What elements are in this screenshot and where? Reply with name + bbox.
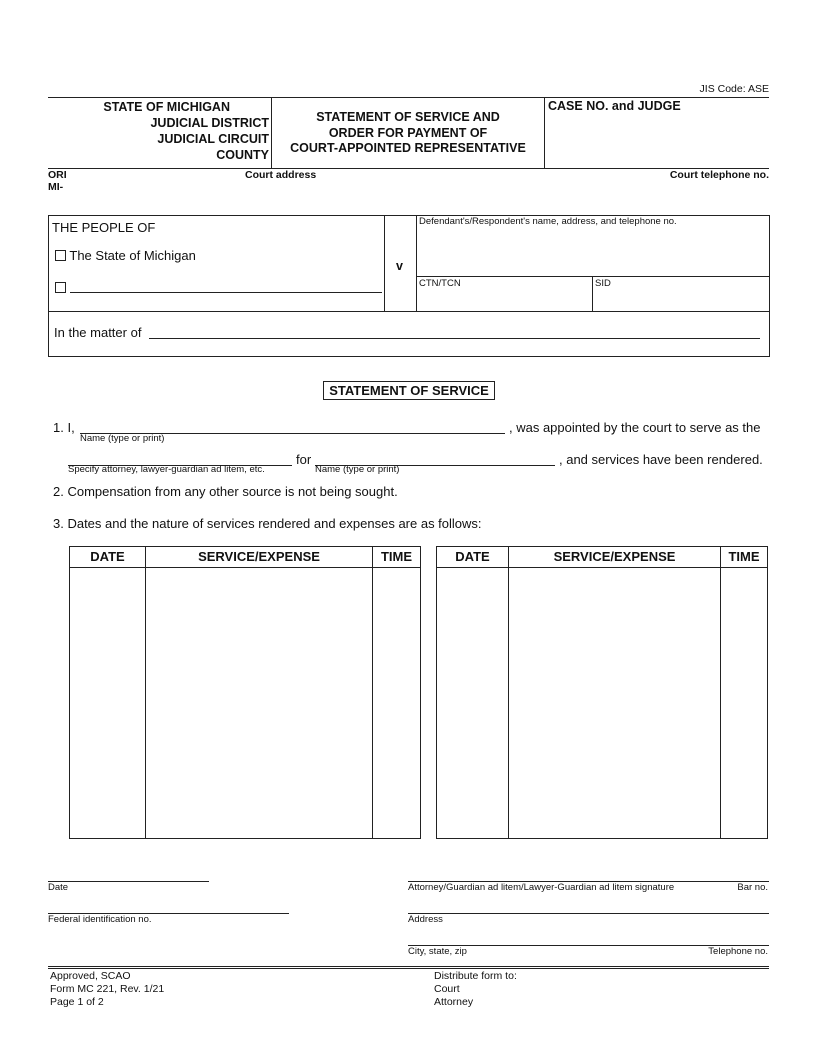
telephone-label: Telephone no. xyxy=(708,946,768,957)
header-divider-2 xyxy=(544,97,545,168)
court-jurisdiction xyxy=(48,99,269,163)
state-label: STATE OF MICHIGAN xyxy=(103,100,230,114)
form-number: Form MC 221, Rev. 1/21 xyxy=(50,983,165,995)
footer-form-info xyxy=(50,970,164,1009)
people-of-label: THE PEOPLE OF xyxy=(52,220,156,235)
item3-text: 3. Dates and the nature of services rendered and expenses are as follows: xyxy=(53,516,482,531)
title-line-2: ORDER FOR PAYMENT OF xyxy=(328,125,488,140)
table-left-time-header: TIME xyxy=(380,549,413,564)
parties-box xyxy=(48,215,770,357)
title-line-1: STATEMENT OF SERVICE AND xyxy=(316,110,500,124)
parties-middle-rule xyxy=(48,311,770,312)
item1-text: , was appointed by the court to serve as the xyxy=(509,420,761,435)
footer-rule-1 xyxy=(48,966,769,967)
address-label: Address xyxy=(408,914,443,925)
table-left-service-header: SERVICE/EXPENSE xyxy=(198,549,320,564)
other-option[interactable] xyxy=(55,279,66,297)
page-number: Page 1 of 2 xyxy=(50,996,104,1008)
name-caption: Name (type or print) xyxy=(80,433,165,444)
defendant-label: Defendant's/Respondent's name, address, and telephone no. xyxy=(419,216,677,227)
parties-divider-2 xyxy=(416,215,417,311)
federal-id-label: Federal identification no. xyxy=(48,914,152,925)
jis-code: JIS Code: ASE xyxy=(699,83,769,95)
state-checkbox[interactable] xyxy=(55,250,66,261)
sid-label: SID xyxy=(595,278,611,289)
header-top-rule xyxy=(48,97,769,98)
ori-label: ORI xyxy=(48,169,67,181)
table-right-time-header: TIME xyxy=(728,549,760,564)
state-option[interactable] xyxy=(55,248,196,263)
date-line[interactable] xyxy=(48,881,209,882)
court-address-label: Court address xyxy=(245,169,317,181)
table-right-header-rule xyxy=(437,567,767,568)
ctn-sid-divider xyxy=(592,276,593,311)
address-line[interactable] xyxy=(408,913,769,914)
approved-label: Approved, SCAO xyxy=(50,970,131,982)
distribute-attorney: Attorney xyxy=(434,996,474,1008)
city-label: City, state, zip xyxy=(408,946,467,957)
table-left-date-header: DATE xyxy=(90,549,125,564)
date-label: Date xyxy=(48,882,69,893)
services-table-right xyxy=(436,546,768,839)
table-left-col-divider-1 xyxy=(145,547,146,838)
table-right-date-header: DATE xyxy=(455,549,490,564)
table-right-service-header: SERVICE/EXPENSE xyxy=(553,549,676,564)
section-title: STATEMENT OF SERVICE xyxy=(323,381,495,400)
table-right-col-divider-2 xyxy=(720,547,721,838)
versus-label: v xyxy=(396,259,403,273)
title-line-3: COURT-APPOINTED REPRESENTATIVE xyxy=(290,141,526,155)
circuit-label: JUDICIAL CIRCUIT xyxy=(157,132,269,146)
matter-label: In the matter of xyxy=(54,325,142,340)
rendered-text: , and services have been rendered. xyxy=(559,452,763,467)
specify-caption: Specify attorney, lawyer-guardian ad litem, etc. xyxy=(68,464,265,475)
footer-rule-2 xyxy=(48,968,769,969)
distribute-label: Distribute form to: xyxy=(434,970,517,982)
parties-divider-1 xyxy=(384,215,385,311)
form-title xyxy=(272,110,544,157)
table-left-col-divider-2 xyxy=(372,547,373,838)
item2-text: 2. Compensation from any other source is not being sought. xyxy=(53,484,398,499)
signature-label: Attorney/Guardian ad litem/Lawyer-Guardian ad litem signature xyxy=(408,882,675,893)
for-label: for xyxy=(296,452,312,467)
footer-distribution xyxy=(434,970,517,1009)
ctn-label: CTN/TCN xyxy=(419,278,461,289)
bar-no-label: Bar no. xyxy=(737,882,768,893)
other-party-line[interactable] xyxy=(70,292,382,293)
table-left-header-rule xyxy=(70,567,420,568)
court-telephone-label: Court telephone no. xyxy=(669,169,769,181)
item1-number: 1. I, xyxy=(53,420,75,435)
other-checkbox[interactable] xyxy=(55,282,66,293)
state-option-label: The State of Michigan xyxy=(69,248,196,263)
district-label: JUDICIAL DISTRICT xyxy=(150,116,269,130)
defendant-rule xyxy=(416,276,770,277)
mi-label: MI- xyxy=(48,181,64,193)
county-label: COUNTY xyxy=(216,148,269,162)
case-no-label: CASE NO. and JUDGE xyxy=(548,99,681,113)
name-caption-2: Name (type or print) xyxy=(315,464,400,475)
services-table-left xyxy=(69,546,421,839)
distribute-court: Court xyxy=(434,983,460,995)
header-bottom-rule xyxy=(48,168,769,169)
table-right-col-divider-1 xyxy=(508,547,509,838)
matter-line[interactable] xyxy=(149,338,760,339)
